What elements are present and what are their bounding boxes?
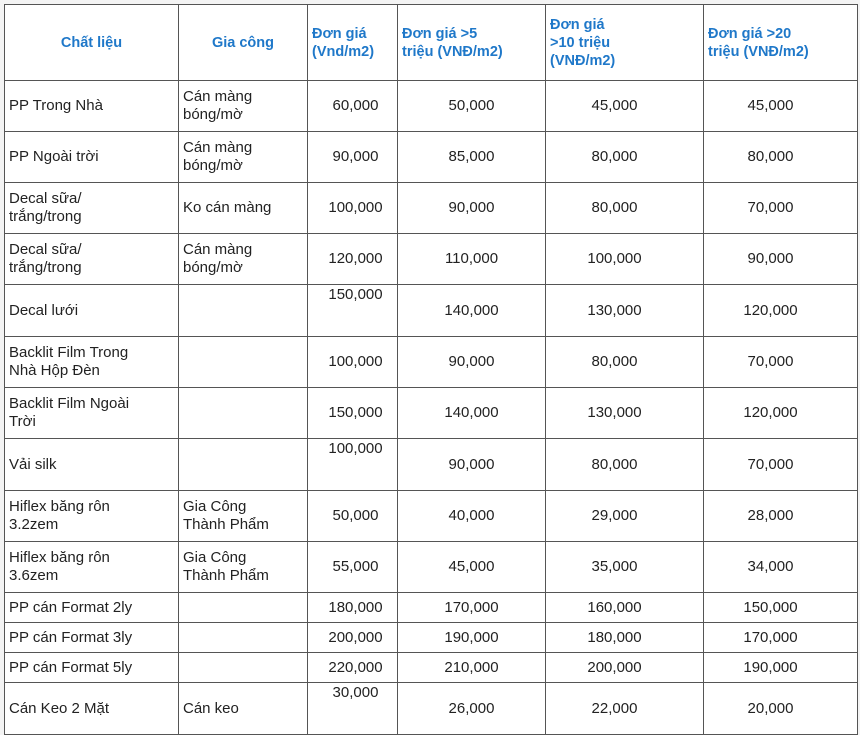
cell-price-5m: 85,000	[398, 132, 546, 183]
cell-material-line: 3.2zem	[9, 516, 59, 533]
cell-price-20m: 70,000	[704, 439, 858, 491]
cell-material-line: PP cán Format 3ly	[9, 628, 133, 646]
cell-price-10m: 130,000	[546, 285, 704, 337]
header-price-10m-line: >10 triệu	[550, 34, 611, 51]
cell-price-20m: 20,000	[704, 683, 858, 735]
header-price-10m-line: Đơn giá	[550, 16, 605, 33]
cell-processing	[179, 285, 308, 337]
cell-processing	[179, 491, 308, 542]
cell-material	[5, 183, 179, 234]
cell-processing	[179, 81, 308, 132]
cell-price-10m: 80,000	[546, 183, 704, 234]
cell-processing-line: Cán màng	[183, 241, 253, 258]
cell-material-line: Nhà Hộp Đèn	[9, 362, 100, 379]
cell-processing	[179, 183, 308, 234]
cell-processing	[179, 337, 308, 388]
cell-processing	[179, 439, 308, 491]
header-material-label: Chất liệu	[60, 34, 123, 51]
cell-material-line: 3.6zem	[9, 567, 59, 584]
cell-price: 200,000	[308, 623, 398, 653]
cell-material-line: PP Trong Nhà	[9, 97, 103, 114]
header-material	[5, 5, 179, 81]
cell-processing	[179, 593, 308, 623]
cell-material-line: Cán Keo 2 Mặt	[9, 699, 110, 717]
table-row	[5, 285, 858, 337]
cell-price-20m: 170,000	[704, 623, 858, 653]
table-row	[5, 542, 858, 593]
cell-processing	[179, 623, 308, 653]
cell-price-20m: 28,000	[704, 491, 858, 542]
header-price-5m	[398, 5, 546, 81]
cell-processing-line: Cán màng	[183, 88, 253, 105]
header-price-20m-line: triệu (VNĐ/m2)	[708, 43, 809, 60]
cell-material-line: Decal lưới	[9, 301, 79, 319]
cell-price-10m: 80,000	[546, 337, 704, 388]
cell-material-line: Decal sữa/	[9, 190, 82, 207]
cell-price-10m: 200,000	[546, 653, 704, 683]
header-price-10m-line: (VNĐ/m2)	[550, 52, 616, 69]
header-price-line: Đơn giá	[312, 25, 367, 42]
cell-material	[5, 132, 179, 183]
cell-price-5m: 110,000	[398, 234, 546, 285]
table-row	[5, 81, 858, 132]
cell-material-line: PP Ngoài trời	[9, 148, 99, 165]
cell-price-20m: 70,000	[704, 337, 858, 388]
table-row	[5, 593, 858, 623]
cell-processing-line: bóng/mờ	[183, 259, 243, 276]
cell-material-line: trắng/trong	[9, 259, 82, 276]
cell-price: 220,000	[308, 653, 398, 683]
cell-material	[5, 542, 179, 593]
cell-price-5m: 45,000	[398, 542, 546, 593]
cell-material-line: PP cán Format 2ly	[9, 598, 133, 616]
cell-price-20m: 80,000	[704, 132, 858, 183]
cell-processing	[179, 683, 308, 735]
cell-material	[5, 234, 179, 285]
cell-material	[5, 388, 179, 439]
cell-processing	[179, 234, 308, 285]
cell-price-5m: 210,000	[398, 653, 546, 683]
cell-price: 100,000	[308, 183, 398, 234]
header-price-5m-line: Đơn giá >5	[402, 25, 478, 42]
cell-material	[5, 439, 179, 491]
table-header-row	[5, 5, 858, 81]
cell-price: 180,000	[308, 593, 398, 623]
cell-material	[5, 593, 179, 623]
cell-processing-line: Thành Phẩm	[183, 516, 269, 533]
cell-price: 90,000	[308, 132, 398, 183]
cell-price-10m: 29,000	[546, 491, 704, 542]
cell-material-line: Vải silk	[9, 455, 57, 473]
cell-processing-line: Gia Công	[183, 498, 247, 515]
header-processing	[179, 5, 308, 81]
cell-processing-line: Thành Phẩm	[183, 567, 269, 584]
header-price-line: (Vnd/m2)	[312, 43, 375, 60]
cell-processing-line: bóng/mờ	[183, 106, 243, 123]
table-row	[5, 337, 858, 388]
cell-price-5m: 90,000	[398, 183, 546, 234]
cell-processing-line: Cán màng	[183, 139, 253, 156]
header-price	[308, 5, 398, 81]
cell-price-5m: 140,000	[398, 388, 546, 439]
cell-price: 55,000	[308, 542, 398, 593]
table-row	[5, 653, 858, 683]
header-price-10m	[546, 5, 704, 81]
cell-price-5m: 170,000	[398, 593, 546, 623]
cell-material-line: Hiflex băng rôn	[9, 549, 110, 566]
cell-price-10m: 180,000	[546, 623, 704, 653]
cell-price-20m: 34,000	[704, 542, 858, 593]
cell-material	[5, 81, 179, 132]
cell-price-20m: 150,000	[704, 593, 858, 623]
cell-price: 150,000	[308, 285, 398, 337]
table-row	[5, 623, 858, 653]
table-row	[5, 439, 858, 491]
header-processing-label: Gia công	[211, 34, 275, 51]
table-row	[5, 491, 858, 542]
cell-processing	[179, 542, 308, 593]
cell-material-line: Trời	[9, 413, 36, 430]
table-row	[5, 683, 858, 735]
cell-price-10m: 100,000	[546, 234, 704, 285]
cell-price-10m: 45,000	[546, 81, 704, 132]
header-price-20m	[704, 5, 858, 81]
table-row	[5, 388, 858, 439]
cell-processing	[179, 132, 308, 183]
cell-price-10m: 160,000	[546, 593, 704, 623]
cell-material	[5, 491, 179, 542]
cell-price-5m: 140,000	[398, 285, 546, 337]
cell-material-line: Backlit Film Ngoài	[9, 395, 130, 412]
table-row	[5, 132, 858, 183]
header-price-20m-line: Đơn giá >20	[708, 25, 792, 42]
cell-price: 30,000	[308, 683, 398, 735]
cell-price-20m: 190,000	[704, 653, 858, 683]
cell-price-5m: 40,000	[398, 491, 546, 542]
cell-price-5m: 50,000	[398, 81, 546, 132]
cell-processing-line: Cán keo	[183, 699, 239, 717]
cell-material-line: Decal sữa/	[9, 241, 82, 258]
cell-price: 100,000	[308, 337, 398, 388]
cell-price-10m: 80,000	[546, 439, 704, 491]
cell-material-line: PP cán Format 5ly	[9, 658, 133, 676]
cell-processing	[179, 388, 308, 439]
cell-material	[5, 683, 179, 735]
cell-material-line: Hiflex băng rôn	[9, 498, 110, 515]
cell-price: 50,000	[308, 491, 398, 542]
cell-processing-line: Ko cán màng	[183, 199, 272, 216]
cell-material	[5, 285, 179, 337]
cell-material-line: Backlit Film Trong	[9, 344, 129, 361]
cell-price-5m: 26,000	[398, 683, 546, 735]
cell-price: 150,000	[308, 388, 398, 439]
table-row	[5, 234, 858, 285]
cell-price-10m: 130,000	[546, 388, 704, 439]
cell-price: 100,000	[308, 439, 398, 491]
cell-price: 60,000	[308, 81, 398, 132]
cell-price-5m: 90,000	[398, 439, 546, 491]
cell-price-5m: 90,000	[398, 337, 546, 388]
cell-processing-line: bóng/mờ	[183, 157, 243, 174]
cell-price-5m: 190,000	[398, 623, 546, 653]
cell-price-20m: 90,000	[704, 234, 858, 285]
cell-price-20m: 120,000	[704, 285, 858, 337]
cell-price-20m: 120,000	[704, 388, 858, 439]
table-row	[5, 183, 858, 234]
cell-material	[5, 337, 179, 388]
cell-material	[5, 623, 179, 653]
cell-material-line: trắng/trong	[9, 208, 82, 225]
cell-price-10m: 22,000	[546, 683, 704, 735]
cell-price-10m: 35,000	[546, 542, 704, 593]
cell-price-10m: 80,000	[546, 132, 704, 183]
price-table	[4, 4, 858, 735]
cell-material	[5, 653, 179, 683]
cell-price: 120,000	[308, 234, 398, 285]
cell-price-20m: 70,000	[704, 183, 858, 234]
cell-processing-line: Gia Công	[183, 549, 247, 566]
cell-processing	[179, 653, 308, 683]
table-body	[5, 81, 858, 735]
header-price-5m-line: triệu (VNĐ/m2)	[402, 43, 503, 60]
cell-price-20m: 45,000	[704, 81, 858, 132]
